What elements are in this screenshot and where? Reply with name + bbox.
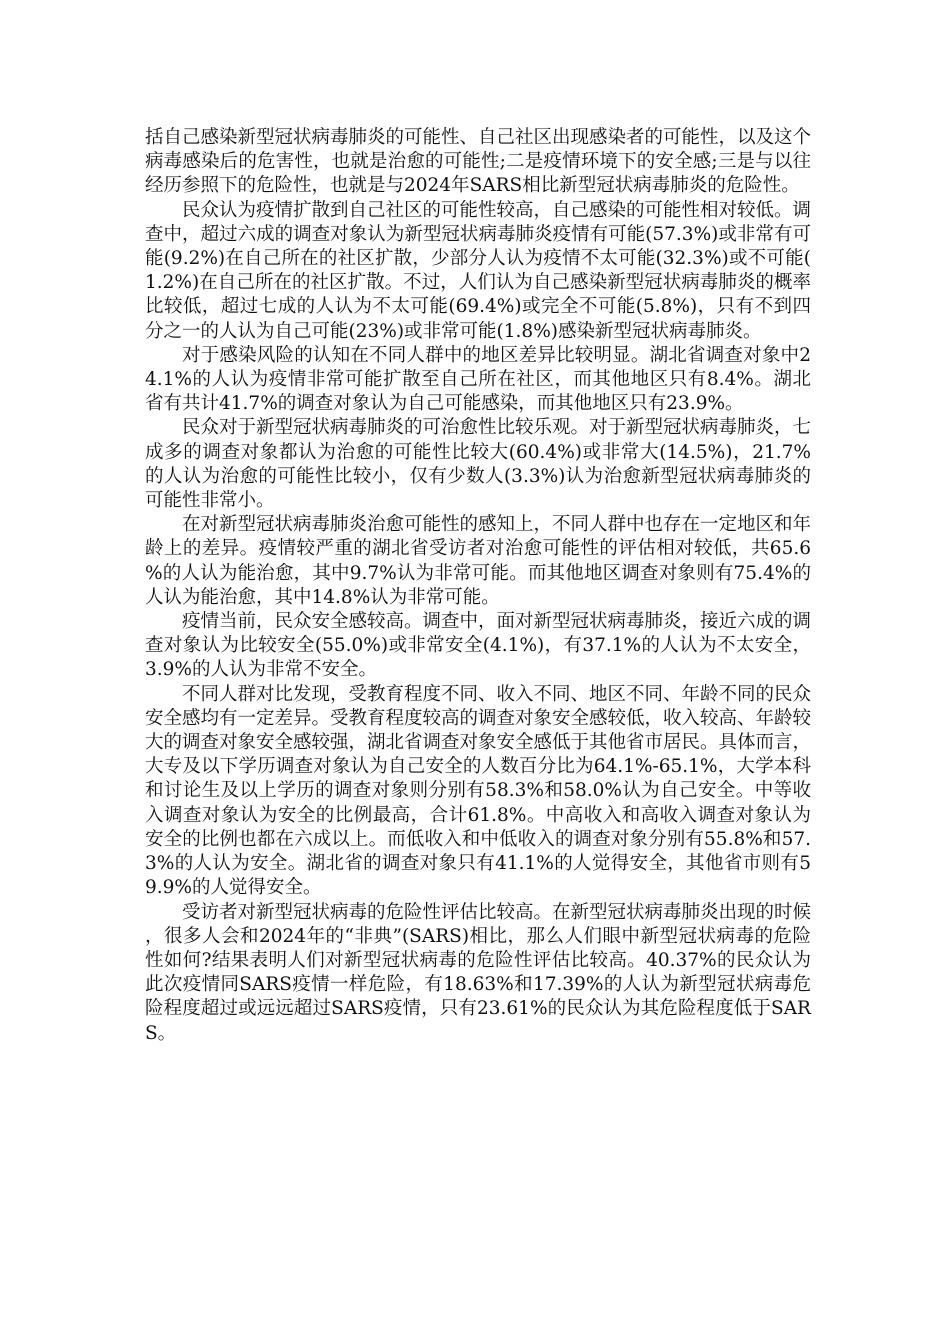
paragraph-risk-vs-sars: 受访者对新型冠状病毒的危险性评估比较高。在新型冠状病毒肺炎出现的时候，很多人会和2024年的“非典”(SARS)相比，那么人们眼中新型冠状病毒的危险性如何?结果表明人们对新型冠状病毒的危险性评估比较高。40.37%的民众认为此次疫情同SARS疫情一样危险，有18.63%和17.39%的人认为新型冠状病毒危险程度超过或远远超过SARS疫情，只有23.61%的民众认为其危险程度低于SARS。 [145,901,812,1044]
document-body [145,126,811,1046]
paragraph-safety-groups: 不同人群对比发现，受教育程度不同、收入不同、地区不同、年龄不同的民众安全感均有一定差异。受教育程度较高的调查对象安全感较低，收入较高、年龄较大的调查对象安全感较强，湖北省调查对象安全感低于其他省市居民。具体而言，大专及以下学历调查对象认为自己安全的人数百分比为64.1%-65.1%，大学本科和讨论生及以上学历的调查对象则分别有58.3%和58.0%认为自己安全。中等收入调查对象认为安全的比例最高，合计61.8%。中高收入和高收入调查对象认为安全的比例也都在六成以上。而低收入和中低收入的调查对象分别有55.8%和57.3%的人认为安全。湖北省的调查对象只有41.1%的人觉得安全，其他省市则有59.9%的人觉得安全。 [145,683,812,899]
paragraph-sense-of-safety: 疫情当前，民众安全感较高。调查中，面对新型冠状病毒肺炎，接近六成的调查对象认为比较安全(55.0%)或非常安全(4.1%)，有37.1%的人认为不太安全，3.9%的人认为非常不安全。 [145,611,812,681]
paragraph-curability-differences: 在对新型冠状病毒肺炎治愈可能性的感知上，不同人群中也存在一定地区和年龄上的差异。疫情较严重的湖北省受访者对治愈可能性的评估相对较低，共65.6%的人认为能治愈，其中9.7%认为非常可能。而其他地区调查对象则有75.4%的人认为能治愈，其中14.8%认为非常可能。 [145,514,812,608]
paragraph-intro-continued: 括自己感染新型冠状病毒肺炎的可能性、自己社区出现感染者的可能性，以及这个病毒感染后的危害性，也就是治愈的可能性;二是疫情环境下的安全感;三是与以往经历参照下的危险性，也就是与2024年SARS相比新型冠状病毒肺炎的危险性。 [145,127,812,197]
paragraph-regional-difference: 对于感染风险的认知在不同人群中的地区差异比较明显。湖北省调查对象中24.1%的人认为疫情非常可能扩散至自己所在社区，而其他地区只有8.4%。湖北省有共计41.7%的调查对象认为自己可能感染，而其他地区只有23.9%。 [145,344,811,415]
paragraph-spread-likelihood: 民众认为疫情扩散到自己社区的可能性较高，自己感染的可能性相对较低。调查中，超过六成的调查对象认为新型冠状病毒肺炎疫情有可能(57.3%)或非常有可能(9.2%)在自己所在的社区扩散，少部分人认为疫情不太可能(32.3%)或不可能(1.2%)在自己所在的社区扩散。不过，人们认为自己感染新型冠状病毒肺炎的概率比较低，超过七成的人认为不太可能(69.4%)或完全不可能(5.8%)，只有不到四分之一的人认为自己可能(23%)或非常可能(1.8%)感染新型冠状病毒肺炎。 [145,199,812,342]
paragraph-curability: 民众对于新型冠状病毒肺炎的可治愈性比较乐观。对于新型冠状病毒肺炎，七成多的调查对象都认为治愈的可能性比较大(60.4%)或非常大(14.5%)，21.7%的人认为治愈的可能性比较小，仅有少数人(3.3%)认为治愈新型冠状病毒肺炎的可能性非常小。 [145,417,812,512]
